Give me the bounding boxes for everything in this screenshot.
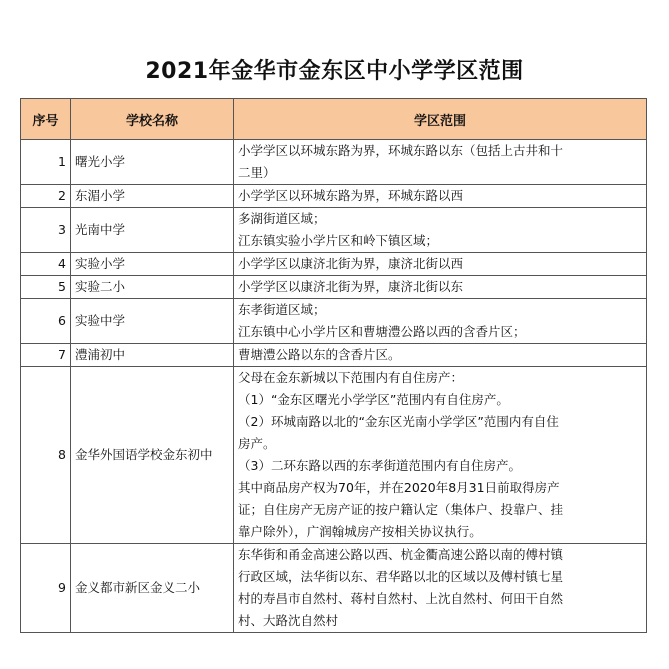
row-index: 4 bbox=[21, 253, 71, 276]
district-area-line: 东华街和甬金高速公路以西、杭金衢高速公路以南的傅村镇 bbox=[238, 547, 564, 562]
table-row bbox=[21, 253, 647, 276]
district-area-line: （2）环城南路以北的“金东区光南小学学区”范围内有自住 bbox=[238, 414, 559, 429]
district-area-line: 江东镇中心小学片区和曹塘澧公路以西的含香片区； bbox=[238, 324, 526, 339]
school-name: 实验中学 bbox=[71, 299, 234, 344]
school-name: 实验二小 bbox=[71, 276, 234, 299]
table-row bbox=[21, 544, 647, 633]
row-index: 8 bbox=[21, 367, 71, 544]
table-header-row bbox=[21, 99, 647, 140]
district-area-line: 其中商品房产权为70年，并在2020年8月31日前取得房产 bbox=[238, 480, 560, 495]
school-name: 实验小学 bbox=[71, 253, 234, 276]
header-index: 序号 bbox=[21, 99, 71, 140]
district-area-line: 村、大路沈自然村 bbox=[238, 613, 339, 628]
district-area bbox=[234, 185, 647, 208]
district-area-line: 行政区域，法华街以东、君华路以北的区域以及傅村镇七星 bbox=[238, 569, 564, 584]
page-title: 2021年金华市金东区中小学学区范围 bbox=[145, 59, 524, 84]
row-index: 9 bbox=[21, 544, 71, 633]
district-area-line: 父母在金东新城以下范围内有自住房产： bbox=[238, 370, 464, 385]
district-area-line: 二里） bbox=[238, 165, 276, 180]
district-area-line: 曹塘澧公路以东的含香片区。 bbox=[238, 347, 401, 362]
row-index: 7 bbox=[21, 344, 71, 367]
district-area-line: （1）“金东区曙光小学学区”范围内有自住房产。 bbox=[238, 392, 509, 407]
table-row bbox=[21, 367, 647, 544]
table-row bbox=[21, 344, 647, 367]
district-area-line: 小学学区以康济北街为界，康济北街以西 bbox=[238, 256, 464, 271]
school-name: 东湄小学 bbox=[71, 185, 234, 208]
school-district-table bbox=[20, 98, 647, 633]
district-area-line: （3）二环东路以西的东孝街道范围内有自住房产。 bbox=[238, 458, 521, 473]
district-area-line: 多湖街道区域； bbox=[238, 211, 326, 226]
header-area: 学区范围 bbox=[234, 99, 647, 140]
district-area-line: 房产。 bbox=[238, 436, 276, 451]
district-area bbox=[234, 367, 647, 544]
row-index: 5 bbox=[21, 276, 71, 299]
district-area-line: 小学学区以康济北街为界，康济北街以东 bbox=[238, 279, 464, 294]
table-row bbox=[21, 208, 647, 253]
district-area bbox=[234, 299, 647, 344]
row-index: 2 bbox=[21, 185, 71, 208]
district-area bbox=[234, 140, 647, 185]
district-area-line: 证；自住房产无房产证的按户籍认定（集体户、投靠户、挂 bbox=[238, 502, 564, 517]
school-name: 光南中学 bbox=[71, 208, 234, 253]
row-index: 6 bbox=[21, 299, 71, 344]
table-row bbox=[21, 140, 647, 185]
district-area-line: 靠户除外），广润翰城房产按相关协议执行。 bbox=[238, 524, 482, 539]
district-area-line: 东孝街道区域； bbox=[238, 302, 326, 317]
district-area bbox=[234, 253, 647, 276]
district-area bbox=[234, 208, 647, 253]
district-area bbox=[234, 344, 647, 367]
district-area bbox=[234, 544, 647, 633]
school-name: 澧浦初中 bbox=[71, 344, 234, 367]
table-row bbox=[21, 299, 647, 344]
table-row bbox=[21, 276, 647, 299]
row-index: 1 bbox=[21, 140, 71, 185]
table-row bbox=[21, 185, 647, 208]
district-area-line: 江东镇实验小学片区和岭下镇区域； bbox=[238, 233, 439, 248]
district-area-line: 小学学区以环城东路为界，环城东路以东（包括上古井和十 bbox=[238, 143, 564, 158]
district-area bbox=[234, 276, 647, 299]
school-name: 曙光小学 bbox=[71, 140, 234, 185]
school-name: 金华外国语学校金东初中 bbox=[71, 367, 234, 544]
school-name: 金义都市新区金义二小 bbox=[71, 544, 234, 633]
district-area-line: 村的寿昌市自然村、蒋村自然村、上沈自然村、何田干自然 bbox=[238, 591, 564, 606]
row-index: 3 bbox=[21, 208, 71, 253]
header-school: 学校名称 bbox=[71, 99, 234, 140]
district-area-line: 小学学区以环城东路为界，环城东路以西 bbox=[238, 188, 464, 203]
